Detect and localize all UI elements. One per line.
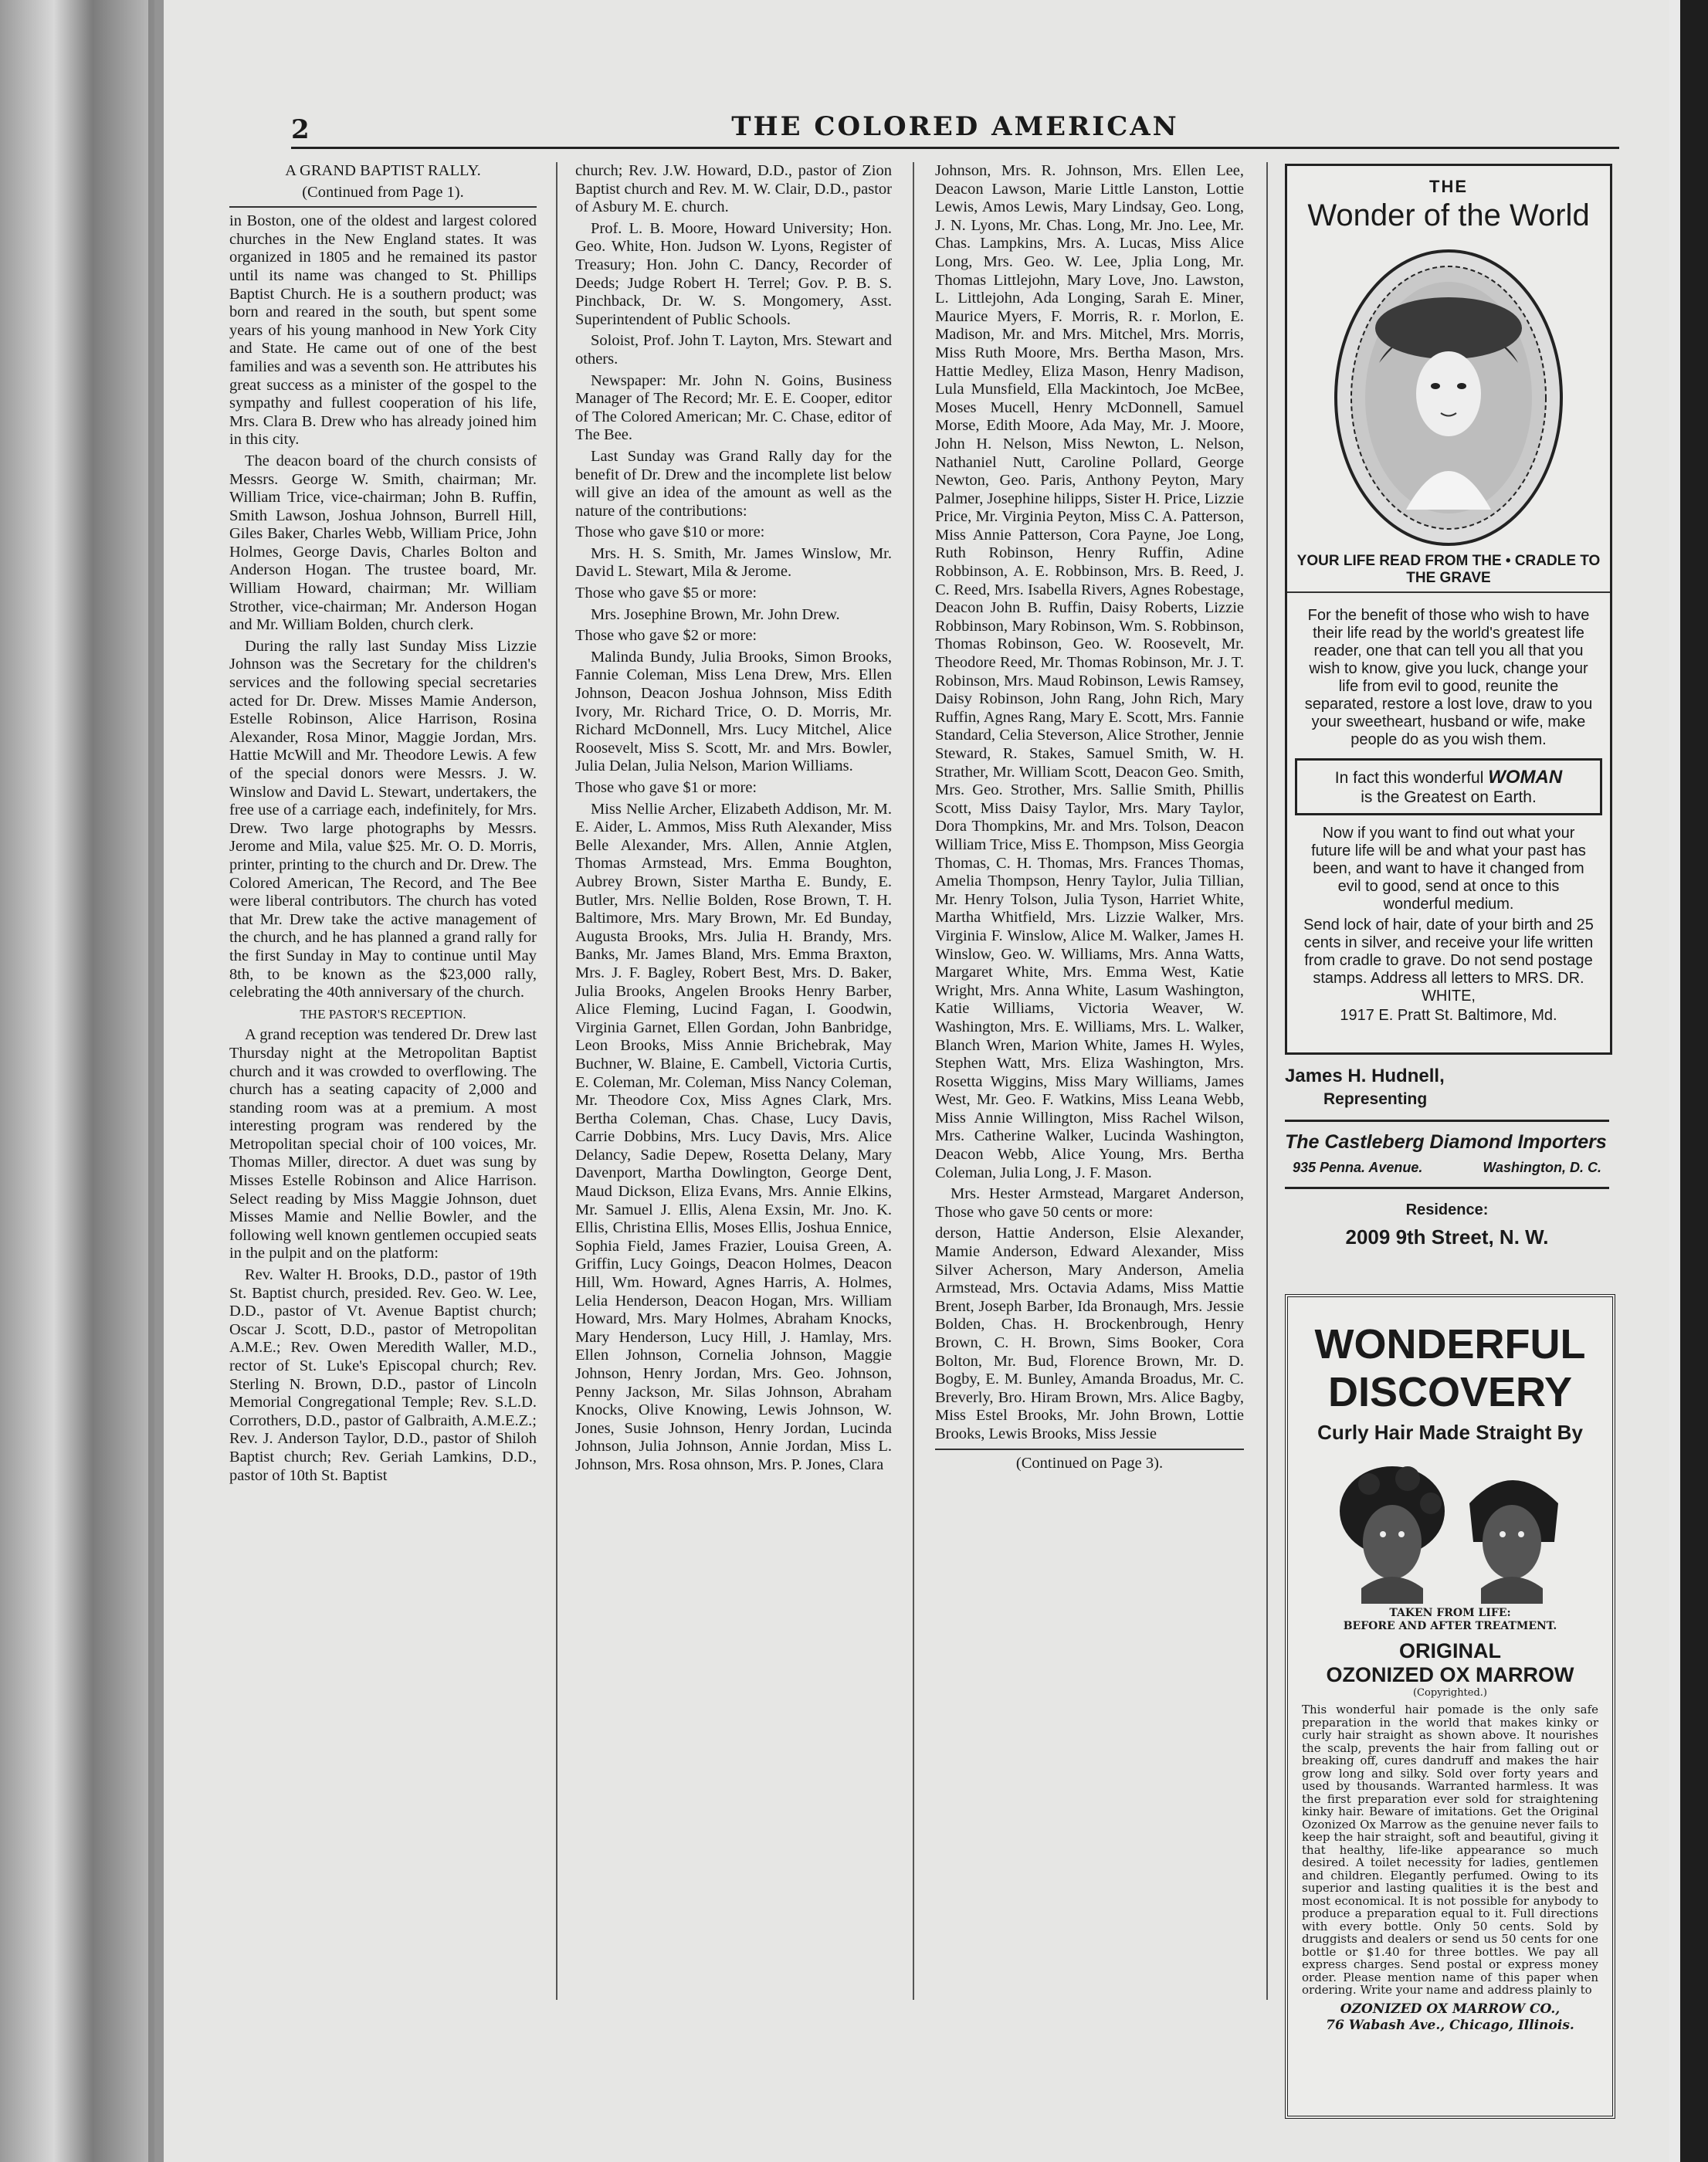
book-page-edges	[0, 0, 154, 2162]
divider	[1287, 591, 1610, 593]
list-body: Malinda Bundy, Julia Brooks, Simon Brooks, Fannie Coleman, Miss Lena Drew, Mrs. Ellen Johnson, Deacon Joshua Johnson, Miss Edith Ivory, Mr. Richard Trice, O. D. Morris, Mr. Richard McDonnell, Mrs. Lucy Mitchel, Alice Roosevelt, Miss S. Scott, Mr. and Mrs. Bowler, Julia Delan, Julia Nelson, Marion Williams.	[575, 648, 892, 775]
city: Washington, D. C.	[1483, 1160, 1601, 1175]
paragraph: A grand reception was tendered Dr. Drew last Thursday night at the Metropolitan Baptist church and it was crowded to overflowing. The church has a seating capacity of 2,000 and standing room was at a premium. A most interesting program was rendered by the Metropolitan special choir of 100 voices, Mr. Thomas Miller, director. A duet was sung by Misses Estelle Robinson and Alice Harrison. Select reading by Miss Maggie Johnson, duet Misses Mamie and Nellie Bowler, and the following well known gentlemen occupied seats in the pulpit and on the platform:	[229, 1026, 537, 1262]
copyright-note: (Copyrighted.)	[1412, 1687, 1488, 1699]
column-1	[229, 162, 537, 1488]
divider	[935, 1449, 1244, 1450]
section-heading: THE PASTOR'S RECEPTION.	[300, 1006, 466, 1022]
agent-name: James H. Hudnell,	[1285, 1066, 1445, 1086]
ad-body: For the benefit of those who wish to have their life read by the world's greatest life reader, one that can tell you all that you wish to know, give you luck, change your life from evil to good, reunite the separated, restore a lost love, draw to you your sweetheart, husband or wife, make people do as you wish them.	[1304, 607, 1593, 748]
company-name: The Castleberg Diamond Importers	[1285, 1131, 1607, 1153]
ad-title: Wonder of the World	[1307, 198, 1590, 232]
ad-body-3: Send lock of hair, date of your birth and 25 cents in silver, and receive your life written from cradle to grave. Do not send postage stamps. Address all letters to MRS. DR. WHITE,	[1303, 917, 1594, 1005]
column-rule	[1266, 162, 1268, 2000]
ad-subtitle: YOUR LIFE READ FROM THE • CRADLE TO THE GRAVE	[1296, 553, 1601, 586]
ad-address: 1917 E. Pratt St. Baltimore, Md.	[1340, 1007, 1557, 1024]
caption-line-2: BEFORE AND AFTER TREATMENT.	[1343, 1620, 1557, 1632]
divider	[1285, 1187, 1609, 1189]
paragraph: Soloist, Prof. John T. Layton, Mrs. Stewart and others.	[575, 332, 892, 368]
paragraph: in Boston, one of the oldest and largest colored churches in the New England states. It was organized in 1805 and he remained its pastor until its name was changed to St. Phillips Baptist Church. He is a southern product; was born and reared in the south, but spent some years of his young manhood in New York City and State. He came out of one of the best families and was a seventh son. He attributes his great success as a minister of the gospel to the sympathy and fullest cooperation of his life, Mrs. Clara B. Drew who has already joined him in this city.	[229, 212, 537, 449]
spine-shadow	[148, 0, 164, 2162]
ad-tagline: Curly Hair Made Straight By	[1317, 1421, 1583, 1444]
paragraph: Newspaper: Mr. John N. Goins, Business Manager of The Record; Mr. E. E. Cooper, editor of The Colored American; Mr. C. Chase, editor of The Bee.	[575, 371, 892, 444]
list-heading: Those who gave $10 or more:	[575, 524, 765, 541]
column-2	[575, 162, 892, 1478]
divider	[229, 206, 537, 208]
continued-note: (Continued on Page 3).	[1015, 1454, 1164, 1472]
list-body: Miss Nellie Archer, Elizabeth Addison, Mr. M. E. Aider, L. Ammos, Miss Ruth Alexander, Miss Belle Alexander, Mrs. Allen, Annie Atglen, Thomas Armstead, Mrs. Emma Boughton, Aubrey Brown, Sister Martha E. Bundy, E. Butler, Mrs. Nellie Bolden, Rose Brown, T. H. Baltimore, Mrs. Mary Brown, Mr. Ed Bunday, Augusta Brooks, Mrs. Julia H. Brandy, Mrs. Banks, Mr. James Bland, Mrs. Emma Braxton, Mrs. J. F. Bagley, Robert Best, Mrs. D. Baker, Julia Brooks, Angelen Brooks Henry Barber, Alice Fleming, Lucind Fagan, I. Goodwin, Virginia Garnet, Ellen Gordan, John Banbridge, Leon Brooks, Miss Annie Brichebrak, May Buchner, W. Blaine, E. Cambell, Victoria Curtis, E. Coleman, Mr. Coleman, Miss Nancy Coleman, Mr. Theodore Cox, Miss Agnes Clark, Mrs. Bertha Coleman, Chas. Chase, Lucy Davis, Carrie Dobbins, Mrs. Lucy Davis, Mrs. Alice Delancy, Sadie Depew, Rosetta Delany, Mary Davenport, Martha Dowlington, George Dent, Maud Dickson, Eliza Evans, Mrs. Annie Elkins, Mr. Samuel J. Ellis, Alena Exsin, Mr. Jno. K. Ellis, Christina Ellis, Moses Ellis, Joshua Ennice, Sophia Field, James Frazier, Louisa Green, A. Griffin, Lucy Goings, Deacon Holmes, Deacon Hill, Wm. Howard, Agnes Harris, A. Holmes, Lelia Henderson, Deacon Hogan, Mrs. William Howard, Mrs. Mary Holmes, Abraham Knocks, Mary Henderson, Lucy Hill, J. Hamlay, Mrs. Ellen Johnson, Cornelia Johnson, Maggie Johnson, Henry Jordan, Mrs. Geo. Johnson, Penny Jackson, Mr. Silas Johnson, Abraham Knocks, Olive Knowing, Lewis Johnson, W. Jones, Susie Johnson, Henry Jordan, Lucinda Johnson, Julia Johnson, Annie Jordan, Miss L. Johnson, Mrs. Rosa ohnson, Mrs. P. Jones, Clara	[575, 800, 892, 1473]
ad-the: THE	[1429, 177, 1468, 196]
residence-label: Residence:	[1405, 1201, 1489, 1218]
list-body: Mrs. H. S. Smith, Mr. James Winslow, Mr. David L. Stewart, Mila & Jerome.	[575, 544, 892, 581]
headline-discovery: DISCOVERY	[1327, 1369, 1573, 1415]
paragraph: Rev. Walter H. Brooks, D.D., pastor of 19th St. Baptist church, presided. Rev. Geo. W. Lee, D.D., pastor of Vt. Avenue Baptist church; Oscar J. Scott, D.D., pastor of Metropolitan A.M.E.; Rev. Owen Meredith Waller, M.D., rector of St. Luke's Episcopal church; Rev. Sterling N. Brown, D.D., pastor of Lincoln Memorial Congregational Temple; Rev. S.L.D. Corrothers, D.D., pastor of Galbraith, A.M.E.Z.; Rev. J. Anderson Taylor, D.D., pastor of Shiloh Baptist church; Rev. Geriah Lamkins, D.D., pastor of 10th St. Baptist	[229, 1266, 537, 1484]
caption	[1288, 1607, 1612, 1633]
masthead: THE COLORED AMERICAN	[731, 111, 1179, 142]
woman-portrait-image	[1333, 247, 1564, 548]
list-heading: Those who gave $5 or more:	[575, 585, 757, 602]
inset-text: is the Greatest on Earth.	[1361, 788, 1537, 806]
page-margin-right	[1669, 0, 1680, 2162]
representing-label: Representing	[1323, 1090, 1428, 1108]
list-body: Mrs. Josephine Brown, Mr. John Drew.	[591, 605, 840, 623]
divider	[1285, 1120, 1609, 1122]
paragraph: During the rally last Sunday Miss Lizzie Johnson was the Secretary for the children's services and the following special secretaries acted for Dr. Drew. Misses Mamie Anderson, Estelle Robinson, Alice Harrison, Rosina Alexander, Rosa Minor, Maggie Jordan, Mrs. Hattie McWill and Mr. Theodore Lewis. A few of the special donors were Messrs. J. W. Winslow and David L. Stewart, undertakers, the free use of a carriage each, indefinitely, for Mrs. Drew. Two large photographs by Messrs. Jerome and Mila, value $25. Mr. O. D. Morris, printer, printing to the church and Dr. Drew. The Colored American, The Record, and The Bee were liberal contributors. The church has voted that Mr. Drew take the active management of the church, and he has planned a grand rally for the first Sunday in May to continue until May 8th, to be known as the $23,000 rally, celebrating the 40th anniversary of the church.	[229, 637, 537, 1001]
list-heading: Those who gave $1 or more:	[575, 779, 757, 796]
company-name: OZONIZED OX MARROW CO.,	[1340, 2001, 1561, 2017]
ad-body-2: Now if you want to find out what your future life will be and what your past has been, and want to have it changed from evil to good, send at once to this wonderful medium.	[1311, 825, 1586, 913]
headline-wonderful: WONDERFUL	[1314, 1321, 1586, 1367]
company-address: 76 Wabash Ave., Chicago, Illinois.	[1326, 2017, 1574, 2033]
advertisement-hudnell	[1285, 1066, 1609, 1249]
page-number: 2	[291, 114, 310, 145]
column-3	[935, 162, 1244, 1476]
product-title	[1288, 1639, 1612, 1687]
column-rule	[913, 162, 914, 2000]
paragraph: The deacon board of the church consists of Messrs. George W. Smith, chairman; Mr. William Trice, vice-chairman; John B. Ruffin, Smith Lawson, Joshua Johnson, Burrell Hill, Giles Baker, Charles Webb, William Price, John Holmes, George Davis, Charles Bolton and Anderson Hogan. The trustee board, Mr. William Howard, chairman; Mr. William Strother, vice-chairman; Mr. Anderson Hogan and Mr. William Bolden, church clerk.	[229, 452, 537, 634]
newspaper-page	[164, 0, 1669, 2162]
ad-body: This wonderful hair pomade is the only safe preparation in the world that makes kinky or curly hair straight as shown above. It nourishes the scalp, prevents the hair from falling out or breaking off, cures dandruff and makes the hair grow long and silky. Sold over forty years and used by thousands. Warranted harmless. It was the first preparation ever sold for straightening kinky hair. Beware of imitations. Get the Original Ozonized Ox Marrow as the genuine never fails to keep the hair straight, soft and beautiful, giving it that healthy, life-like appearance so much desired. A toilet necessity for ladies, gentlemen and children. Elegantly perfumed. Owing to its superior and lasting qualities it is the best and most economical. It is not possible for anybody to produce a preparation equal to it. Full directions with every bottle. Only 50 cents. Sold by druggists and dealers or send us 50 cents for one bottle or $1.40 for three bottles. We pay all express charges. Send postal or express money order. Please mention name of this paper when ordering. Write your name and address plainly to	[1302, 1703, 1598, 1997]
list-body: derson, Hattie Anderson, Elsie Alexander, Mamie Anderson, Edward Alexander, Miss Silver Acherson, Mary Anderson, Amelia Armstead, Mrs. Octavia Adams, Miss Mattie Brent, Joseph Barber, Ida Bronaugh, Mrs. Jessie Bolden, Chas. H. Brockenbrough, Henry Brown, C. H. Brown, Sims Booker, Cora Bolton, Mr. Bud, Florence Brown, Mr. D. Bogby, E. M. Bunley, Amanda Broadus, Mr. C. Breverly, Bro. Hiram Brown, Mrs. Alice Bagby, Miss Estel Brooks, Mr. John Brown, Lottie Brooks, Lewis Brooks, Miss Jessie	[935, 1225, 1244, 1442]
ad-inset	[1295, 758, 1602, 815]
original-label: ORIGINAL	[1399, 1639, 1501, 1662]
product-name: OZONIZED OX MARROW	[1326, 1663, 1574, 1686]
advertisement-wonder-of-the-world	[1285, 164, 1612, 1055]
paragraph: Mrs. Hester Armstead, Margaret Anderson, Those who gave 50 cents or more:	[935, 1185, 1244, 1221]
caption-line-1: TAKEN FROM LIFE:	[1389, 1607, 1511, 1619]
ad-footer	[1288, 2001, 1612, 2034]
list-heading: Those who gave $2 or more:	[575, 627, 757, 645]
company-address	[1285, 1160, 1609, 1176]
inset-woman: WOMAN	[1488, 767, 1563, 788]
article-title: A GRAND BAPTIST RALLY.	[285, 162, 481, 179]
column-rule	[556, 162, 557, 2000]
residence-address: 2009 9th Street, N. W.	[1345, 1225, 1549, 1249]
paragraph: Last Sunday was Grand Rally day for the benefit of Dr. Drew and the incomplete list below will give an idea of the amount as well as the nature of the contributions:	[575, 447, 892, 520]
article-subtitle: (Continued from Page 1).	[302, 183, 464, 201]
paragraph: church; Rev. J.W. Howard, D.D., pastor of Zion Baptist church and Rev. M. W. Clair, D.D., pastor of Asbury M. E. church.	[575, 162, 892, 216]
before-after-image	[1323, 1457, 1578, 1604]
page-header	[291, 108, 1619, 149]
paragraph: Johnson, Mrs. R. Johnson, Mrs. Ellen Lee, Deacon Lawson, Marie Little Lanston, Lottie Lewis, Amos Lewis, Mary Lindsay, Geo. Long, J. N. Lyons, Mr. Chas. Long, Mr. Jno. Lee, Mr. Chas. Lampkins, Mrs. A. Lucas, Miss Alice Long, Mrs. Geo. W. Lee, Jplia Long, Mr. Thomas Littlejohn, Mary Love, Jno. Lawston, L. Littlejohn, Ada Longing, Sarah E. Miner, Maurice Myers, F. Morris, R. r. Morlon, E. Madison, Mr. and Mrs. Mitchel, Mrs. Morris, Miss Ruth Moore, Mrs. Bertha Mason, Mrs. Hattie Medley, Eliza Mason, Henry Madison, Lula Munsfield, Ella Mackintoch, Joe McBee, Moses Mucell, Henry McDonnell, Samuel Morse, Edith Moore, Ada May, Mr. J. Moore, John H. Nelson, Miss Newton, L. Nelson, Nathaniel Nutt, Caroline Pollard, George Newton, Geo. Paris, Anthony Peyton, Mary Palmer, Josephine hilipps, Sister H. Price, Lizzie Price, Mr. Virginia Peyton, Miss C. A. Patterson, Miss Annie Patterson, Cora Payne, Joe Long, Ruth Robinson, Henry Ruffin, Adine Robbinson, A. E. Robbinson, Mrs. B. Reed, J. C. Reed, Mrs. Isabella Rivers, Agnes Robestage, Deacon John B. Ruffin, Daisy Roberts, Lizzie Robbinson, Mary Robinson, Wm. S. Robbinson, Thomas Robinson, Geo. W. Roosevelt, Mr. Theodore Reed, Mr. Thomas Robinson, Mr. J. T. Robinson, Mrs. Maud Robinson, Lewis Ramsey, Daisy Robinson, John Rang, John Rich, Mary Ruffin, Agnes Rang, Mary E. Scott, Mrs. Fannie Standard, Celia Steverson, Alice Strother, Jennie Steward, R. Stakes, Samuel Smith, W. H. Strather, Mr. William Scott, Deacon Geo. Smith, Mrs. Geo. Strother, Mrs. Sallie Smith, Phillis Scott, Miss Daisy Taylor, Mrs. Mary Taylor, Dora Thompkins, Mr. and Mrs. Tolson, Deacon William Trice, Miss E. Thompson, Miss Georgia Thomas, C. H. Thomas, Mrs. Frances Thomas, Amelia Thompson, Henry Taylor, Julia Tillian, Mr. Henry Tolson, Julia Tyson, Harriet White, Martha Whitfield, Mrs. Lizzie Walker, Mrs. Virginia F. Winslow, Alice M. Walker, James H. Winslow, Geo. W. Williams, Mrs. Anna Watts, Margaret White, Mrs. Emma West, Katie Wright, Mrs. Anna White, Lasum Washington, Katie Williams, Victoria Weaver, W. Washington, Mrs. E. Williams, Mrs. L. Walker, Blanch Wren, Marion White, James H. Wyles, Stephen Watt, Mrs. Eliza Washington, Mrs. Rosetta Wiggins, Miss Mary Williams, James West, Mr. Geo. F. Watkins, Miss Leana Webb, Miss Annie Willington, Miss Rachel Wilson, Mrs. Catherine Walker, Lucinda Washington, Deacon Webb, Alice Young, Mrs. Bertha Coleman, Julia Long, J. F. Mason.	[935, 162, 1244, 1181]
paragraph: Prof. L. B. Moore, Howard University; Hon. Geo. White, Hon. Judson W. Lyons, Register of Treasury; Hon. John C. Dancy, Recorder of Deeds; Judge Robert H. Terrel; Gov. P. B. S. Pinchback, Dr. W. S. Mongomery, Asst. Superintendent of Public Schools.	[575, 219, 892, 328]
ad-headline	[1288, 1320, 1612, 1416]
inset-text: In fact this wonderful	[1334, 769, 1484, 787]
advertisement-ox-marrow	[1285, 1294, 1615, 2119]
street: 935 Penna. Avenue.	[1293, 1160, 1423, 1175]
scan-border-right	[1680, 0, 1708, 2162]
